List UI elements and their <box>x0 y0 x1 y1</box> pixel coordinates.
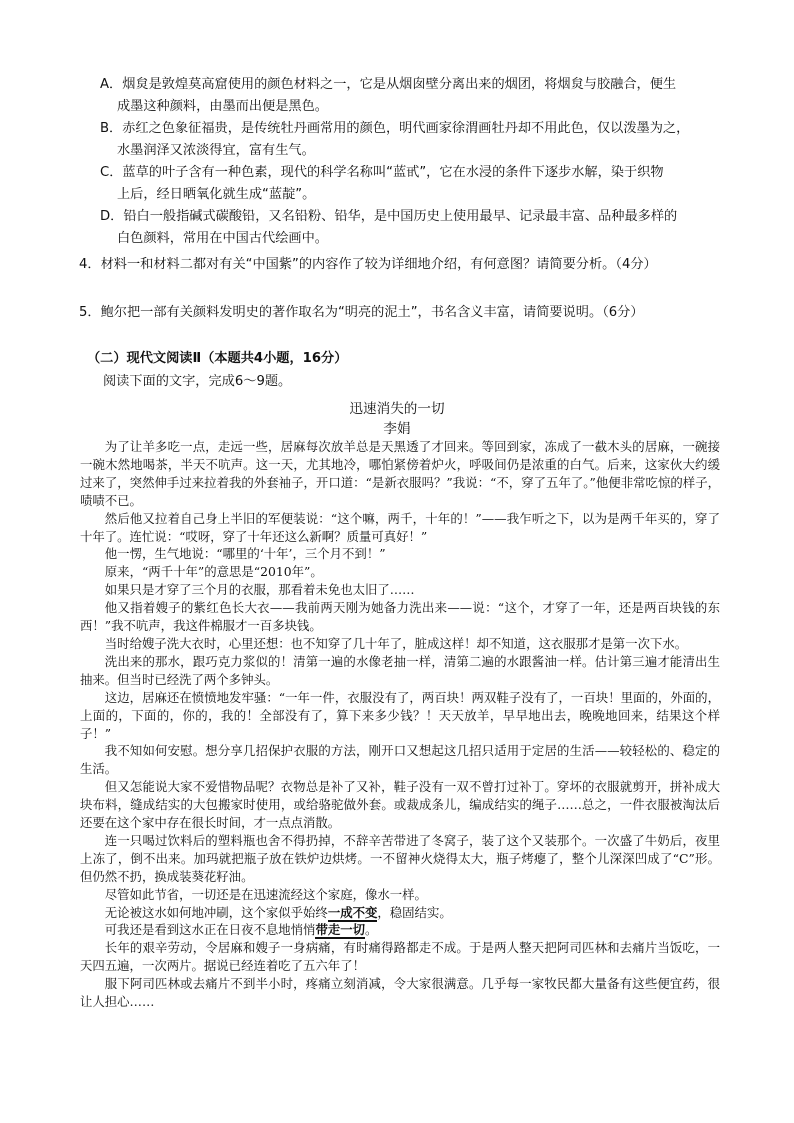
story-paragraph: 原来，“两千十年”的意思是“2010年”。 <box>104 564 323 580</box>
story-paragraph: 为了让羊多吃一点，走远一些，居麻每次放羊总是天黑透了才回来。等回到家，冻成了一截木头的居麻，一碗接一碗木然地喝茶，半天不吭声。这一天，尤其地冷，哪怕紧傍着炉火，呼吸间仍是浓重的白气。后来，这家伙大约缓过来了，突然伸手过来拉着我的外套袖子，开口道：“是新衣服吗？”我说：“不，穿了五年了。”他便非常吃惊的样子，啧啧不已。 <box>80 439 720 508</box>
story-text: ，稳固结实。 <box>377 904 452 920</box>
story-paragraph: 当时给嫂子洗大衣时，心里还想：也不知穿了几十年了，脏成这样！却不知道，这衣服那才是第一次下水。 <box>104 635 688 651</box>
section-heading: （二）现代文阅读Ⅱ（本题共4小题，16分） <box>87 351 348 366</box>
story-text: 。 <box>365 922 378 938</box>
option-b-line1: B．赤红之色象征福贵，是传统牡丹画常用的颜色，明代画家徐渭画牡丹却不用此色，仅以泼墨为之， <box>100 121 690 136</box>
underlined-phrase: 一成不变 <box>327 904 378 920</box>
option-b-line2: 水墨润泽又浓淡得宜，富有生气。 <box>117 143 315 158</box>
option-a-line1: A．烟炱是敦煌莫高窟使用的颜色材料之一，它是从烟囱壁分离出来的烟团，将烟炱与胶融合，便生 <box>100 77 677 92</box>
option-d <box>100 206 740 250</box>
option-a-line2: 成墨这种颜料，由墨而出便是黑色。 <box>117 99 328 114</box>
story-paragraph: 我不知如何安慰。想分享几招保护衣服的方法，刚开口又想起这几招只适用于定居的生活——较轻松的、稳定的生活。 <box>80 743 720 777</box>
story-paragraph: 洗出来的那水，跟巧克力浆似的！清第一遍的水像老抽一样，清第二遍的水跟酱油一样。估计第三遍才能清出生抽来。但当时已经洗了两个多钟头。 <box>80 653 720 687</box>
option-c-line1: C．蓝草的叶子含有一种色素，现代的科学名称叫“蓝甙”，它在水浸的条件下逐步水解，染于织物 <box>100 165 664 180</box>
story-paragraph: 尽管如此节省，一切还是在迅速流经这个家庭，像水一样。 <box>104 886 427 902</box>
option-b <box>100 118 740 162</box>
story-text: 可我还是看到这水正在日夜不息地悄悄 <box>104 922 316 938</box>
story-paragraph: 服下阿司匹林或去痛片不到半小时，疼痛立刻消减，令大家很满意。几乎每一家牧民都大量备有这些便宜药，很让人担心…… <box>80 976 720 1010</box>
story-text: 无论被这水如何地冲刷，这个家似乎始终 <box>104 904 328 920</box>
question-5: 5．鲍尔把一部有关颜料发明史的著作取名为“明亮的泥土”，书名含义丰富，请简要说明。（6分） <box>79 305 644 320</box>
story-paragraph: 他一愣，生气地说：“哪里的‘十年’，三个月不到！” <box>104 546 386 562</box>
question-4: 4．材料一和材料二都对有关“中国紫”的内容作了较为详细地介绍，有何意图？请简要分析。（4分） <box>79 257 657 272</box>
story-title: 迅速消失的一切 <box>349 401 445 417</box>
story-paragraph: 然后他又拉着自己身上半旧的军便装说：“这个嘛，两千，十年的！”——我乍听之下，以为是两千年买的，穿了十年了。连忙说：“哎呀，穿了十年还这么新啊？质量可真好！” <box>80 510 720 544</box>
story-author: 李娟 <box>383 421 411 437</box>
story-body <box>80 438 720 1011</box>
story-paragraph: 如果只是才穿了三个月的衣服，那看着未免也太旧了…… <box>104 582 415 598</box>
option-d-line2: 白色颜料，常用在中国古代绘画中。 <box>117 231 328 246</box>
story-paragraph: 但又怎能说大家不爱惜物品呢？衣物总是补了又补，鞋子没有一双不曾打过补丁。穿坏的衣服就剪开，拼补成大块布料，缝成结实的大包搬家时使用，或给骆驼做外套。或裁成条儿，编成结实的绳子……总之，一件衣服被淘汰后还要在这个家中存在很长时间，才一点点消散。 <box>80 779 720 831</box>
option-a <box>100 74 740 118</box>
section-instruction: 阅读下面的文字，完成6～9题。 <box>103 374 292 389</box>
story-paragraph: 连一只喝过饮料后的塑料瓶也舍不得扔掉，不辞辛苦带进了冬窝子，装了这个又装那个。一次盛了牛奶后，夜里上冻了，倒不出来。加玛就把瓶子放在铁炉边烘烤。一不留神火烧得太大，瓶子烤瘪了，整个儿深深凹成了“C”形。但仍然不扔，换成装葵花籽油。 <box>80 832 720 884</box>
option-c-line2: 上后，经日晒氧化就生成“蓝靛”。 <box>117 187 316 202</box>
story-paragraph-underlined-1 <box>80 904 720 922</box>
option-d-line1: D．铅白一般指碱式碳酸铅，又名铅粉、铅华，是中国历史上使用最早、记录最丰富、品种最多样的 <box>100 209 678 224</box>
option-c <box>100 162 740 206</box>
story-paragraph: 他又指着嫂子的紫红色长大衣——我前两天刚为她备力洗出来——说：“这个，才穿了一年，还是两百块钱的东西！”我不吭声，我这件棉服才一百多块钱。 <box>80 600 720 634</box>
story-paragraph-underlined-2 <box>80 921 720 939</box>
underlined-phrase: 带走一切 <box>315 922 365 938</box>
story-paragraph: 这边，居麻还在愤愤地发牢骚：“一年一件，衣服没有了，两百块！两双鞋子没有了，一百块！里面的，外面的，上面的，下面的，你的，我的！全部没有了，算下来多少钱？！天天放羊，早早地出去，晚晚地回来，结果这个样子！” <box>80 689 720 741</box>
story-paragraph: 长年的艰辛劳动，令居麻和嫂子一身病痛，有时痛得路都走不成。于是两人整天把阿司匹林和去痛片当饭吃，一天四五遍，一次两片。据说已经连着吃了五六年了！ <box>80 940 720 974</box>
